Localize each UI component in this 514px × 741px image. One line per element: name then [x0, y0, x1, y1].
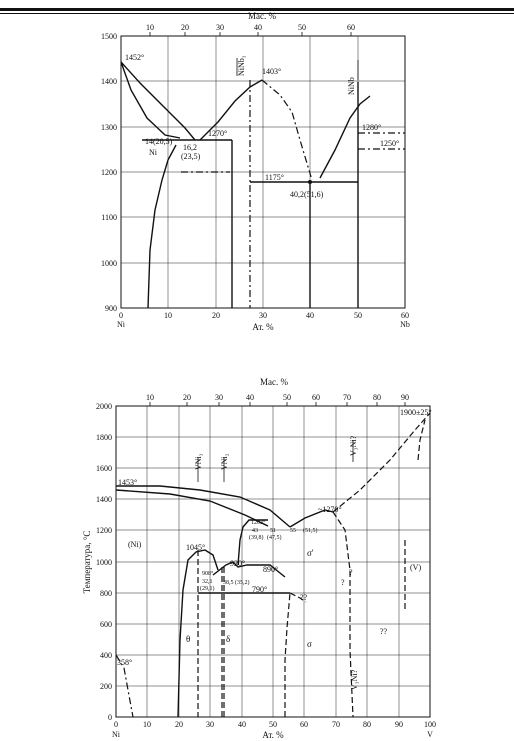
top-axis-title: Мас. %: [248, 11, 276, 21]
top-tick-label: 60: [312, 393, 320, 402]
left-tick-label: 800: [100, 589, 112, 598]
left-tick-label: 1200: [101, 168, 117, 177]
bottom-tick-label: 30: [206, 720, 214, 729]
bottom-tick-label: 50: [269, 720, 277, 729]
label-39-8: (39,8): [249, 535, 264, 541]
label-vni3: VNi₃: [194, 453, 203, 470]
top-tick-labels: [146, 23, 355, 32]
label-eutectic-2: 40,2(51,6): [290, 190, 324, 199]
label-v-phase: (V): [410, 563, 422, 572]
solvus-ni: [148, 145, 176, 308]
liquidus-ninb3-right: [262, 80, 312, 180]
top-tick-label: 60: [347, 23, 355, 32]
top-tick-label: 30: [216, 23, 224, 32]
top-tick-labels: [146, 393, 409, 402]
label-51-5: (51,5): [303, 528, 318, 534]
label-1280: 1280°: [362, 123, 382, 132]
bottom-tick-labels: [114, 720, 436, 729]
label-double-question-1: ??: [300, 593, 308, 602]
left-tick-label: 1200: [96, 526, 112, 535]
solidus-ni: [121, 62, 180, 138]
label-29-1: (29,1): [200, 586, 215, 592]
bottom-tick-label: 0: [114, 720, 118, 729]
bottom-axis-title: Ат. %: [262, 730, 284, 740]
bottom-tick-label: 40: [306, 311, 314, 320]
top-tick-label: 40: [246, 393, 254, 402]
bottom-tick-label: 60: [300, 720, 308, 729]
bottom-tick-label: 40: [238, 720, 246, 729]
label-38-5: 38,5: [223, 580, 234, 586]
bottom-tick-labels: [119, 311, 409, 320]
bottom-tick-label: 0: [119, 311, 123, 320]
top-tick-label: 50: [283, 393, 291, 402]
bottom-axis-title: Ат. %: [252, 322, 274, 332]
label-1453: 1453°: [118, 478, 138, 487]
top-tick-label: 50: [298, 23, 306, 32]
label-1270: ~1270°: [318, 505, 342, 514]
left-tick-label: 400: [100, 651, 112, 660]
left-tick-label: 200: [100, 682, 112, 691]
bottom-tick-label: 70: [332, 720, 340, 729]
top-tick-label: 10: [146, 23, 154, 32]
label-47-5: (47,5): [267, 535, 282, 541]
left-tick-label: 1500: [101, 32, 117, 41]
left-tick-label: 900: [105, 304, 117, 313]
label-theta: θ: [186, 634, 191, 644]
label-1175: 1175°: [265, 173, 284, 182]
label-790: 790°: [252, 585, 268, 594]
label-ninb: NiNb: [347, 77, 356, 95]
label-question-1: ?: [349, 568, 353, 577]
bottom-tick-label: 20: [175, 720, 183, 729]
label-55: 55: [290, 528, 296, 534]
left-tick-label: 1400: [96, 495, 112, 504]
label-35-2: (35,2): [235, 580, 250, 586]
label-1203: 1203°: [251, 520, 266, 526]
label-vni2: VNi₂: [220, 453, 229, 470]
left-tick-label: 1300: [101, 123, 117, 132]
label-v3ni-bottom: V₃Ni?: [350, 669, 359, 690]
top-ticks: [150, 402, 405, 406]
eutectic-point: [308, 180, 312, 184]
label-v3ni-top: V₃Ni?: [349, 435, 358, 456]
label-question-2: ?: [341, 578, 345, 587]
label-1250: 1250°: [380, 139, 400, 148]
label-1403: 1403°: [262, 67, 282, 76]
grid: [121, 36, 405, 308]
label-delta: δ: [226, 634, 231, 644]
label-43: 43: [252, 528, 258, 534]
left-tick-label: 2000: [96, 402, 112, 411]
label-358: 358°: [117, 658, 133, 667]
y-axis-title: Температура, °С: [82, 530, 92, 594]
bottom-tick-label: 80: [363, 720, 371, 729]
bottom-tick-label: 100: [424, 720, 436, 729]
bottom-tick-label: 50: [354, 311, 362, 320]
ni-v-phase-diagram: [82, 377, 436, 740]
top-tick-label: 80: [373, 393, 381, 402]
label-908: 908°: [202, 571, 214, 577]
left-tick-label: 1000: [96, 558, 112, 567]
bottom-tick-label: 10: [143, 720, 151, 729]
label-sigma-prime: σ': [307, 548, 314, 558]
top-tick-label: 20: [183, 393, 191, 402]
left-tick-label: 1800: [96, 433, 112, 442]
left-tick-label: 1000: [101, 259, 117, 268]
element-ni-label: Ni: [117, 320, 125, 329]
element-ni-label: Ni: [112, 730, 120, 739]
label-ni-phase: (Ni): [128, 540, 142, 549]
left-tick-labels: [101, 32, 117, 313]
top-axis-title: Мас. %: [260, 377, 288, 387]
label-sigma: σ: [307, 639, 312, 649]
top-tick-label: 30: [215, 393, 223, 402]
top-tick-label: 90: [401, 393, 409, 402]
label-eutectic-1: 14(20,5): [145, 137, 173, 146]
element-v-label: V: [427, 730, 433, 739]
bottom-tick-label: 30: [259, 311, 267, 320]
label-920: 920°: [230, 559, 246, 568]
ni-nb-phase-diagram: [101, 11, 410, 332]
label-51: 51: [270, 528, 276, 534]
left-tick-label: 1400: [101, 77, 117, 86]
top-ticks: [150, 32, 351, 36]
left-tick-labels: [96, 402, 112, 722]
top-tick-label: 10: [146, 393, 154, 402]
top-tick-label: 70: [343, 393, 351, 402]
label-1452: 1452°: [125, 53, 145, 62]
top-tick-label: 20: [181, 23, 189, 32]
label-1900: 1900±25°: [400, 408, 432, 417]
label-1270: 1270°: [208, 129, 228, 138]
label-23-5: (23,5): [181, 152, 201, 161]
liquidus-ninb-right: [320, 96, 370, 178]
label-double-question-2: ??: [380, 627, 388, 636]
bottom-tick-label: 20: [212, 311, 220, 320]
left-tick-label: 0: [108, 713, 112, 722]
label-ni: Ni: [149, 148, 157, 157]
label-ninb3: NiNb₃: [237, 55, 246, 76]
label-32-1: 32,1: [202, 579, 213, 585]
label-16-2: 16,2: [183, 143, 197, 152]
bottom-tick-label: 90: [395, 720, 403, 729]
bottom-tick-label: 60: [401, 311, 409, 320]
left-tick-label: 600: [100, 620, 112, 629]
left-tick-label: 1600: [96, 464, 112, 473]
label-890: 890°: [263, 565, 279, 574]
top-tick-label: 40: [254, 23, 262, 32]
label-1045: 1045°: [186, 543, 206, 552]
solidus-ni-v: [116, 490, 268, 526]
liquidus-v-dashed: [333, 413, 430, 512]
element-nb-label: Nb: [400, 320, 410, 329]
grid: [116, 406, 430, 717]
bottom-tick-label: 10: [164, 311, 172, 320]
left-tick-label: 1100: [101, 213, 117, 222]
diagram2-annotations: [117, 408, 432, 690]
